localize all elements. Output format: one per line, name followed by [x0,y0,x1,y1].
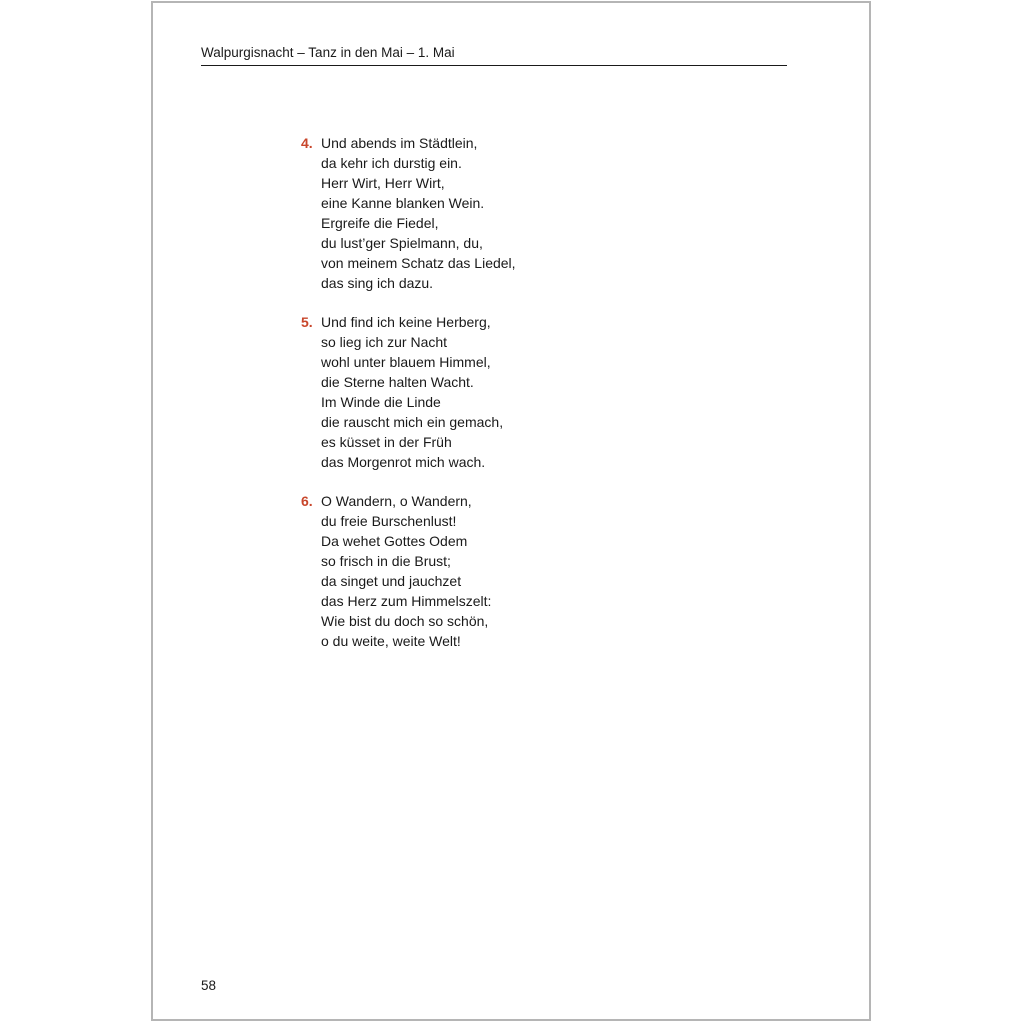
verse-4 [301,133,721,293]
verse-line: Herr Wirt, Herr Wirt, [321,175,445,191]
verse-6 [301,491,721,651]
verse-line: das Herz zum Himmelszelt: [321,593,492,609]
page-number: 58 [201,978,217,993]
verse-line: so lieg ich zur Nacht [321,334,448,350]
verse-line: Da wehet Gottes Odem [321,533,468,549]
verse-line: o du weite, weite Welt! [321,633,461,649]
verse-line: Und find ich keine Herberg, [321,314,491,330]
verse-line: es küsset in der Früh [321,434,452,450]
verse-line: du freie Burschenlust! [321,513,457,529]
running-head: Walpurgisnacht – Tanz in den Mai – 1. Mai [201,45,455,60]
book-page [151,1,871,1021]
verse-line: Im Winde die Linde [321,394,441,410]
verse-line: Und abends im Städtlein, [321,135,478,151]
verse-line: Ergreife die Fiedel, [321,215,439,231]
verse-line: da singet und jauchzet [321,573,462,589]
verse-line: das Morgenrot mich wach. [321,454,486,470]
verse-number: 5. [301,314,313,330]
verse-line: wohl unter blauem Himmel, [321,354,491,370]
verse-line: du lust’ger Spielmann, du, [321,235,483,251]
verse-line: O Wandern, o Wandern, [321,493,472,509]
verse-line: eine Kanne blanken Wein. [321,195,485,211]
verse-5 [301,312,721,472]
verse-line: die Sterne halten Wacht. [321,374,474,390]
header-rule [201,65,787,66]
verse-line: das sing ich dazu. [321,275,434,291]
verse-line: da kehr ich durstig ein. [321,155,462,171]
verse-line: von meinem Schatz das Liedel, [321,255,516,271]
song-verses [301,133,721,670]
verse-line: so frisch in die Brust; [321,553,451,569]
verse-number: 4. [301,135,313,151]
verse-line: die rauscht mich ein gemach, [321,414,504,430]
verse-line: Wie bist du doch so schön, [321,613,489,629]
verse-number: 6. [301,493,313,509]
